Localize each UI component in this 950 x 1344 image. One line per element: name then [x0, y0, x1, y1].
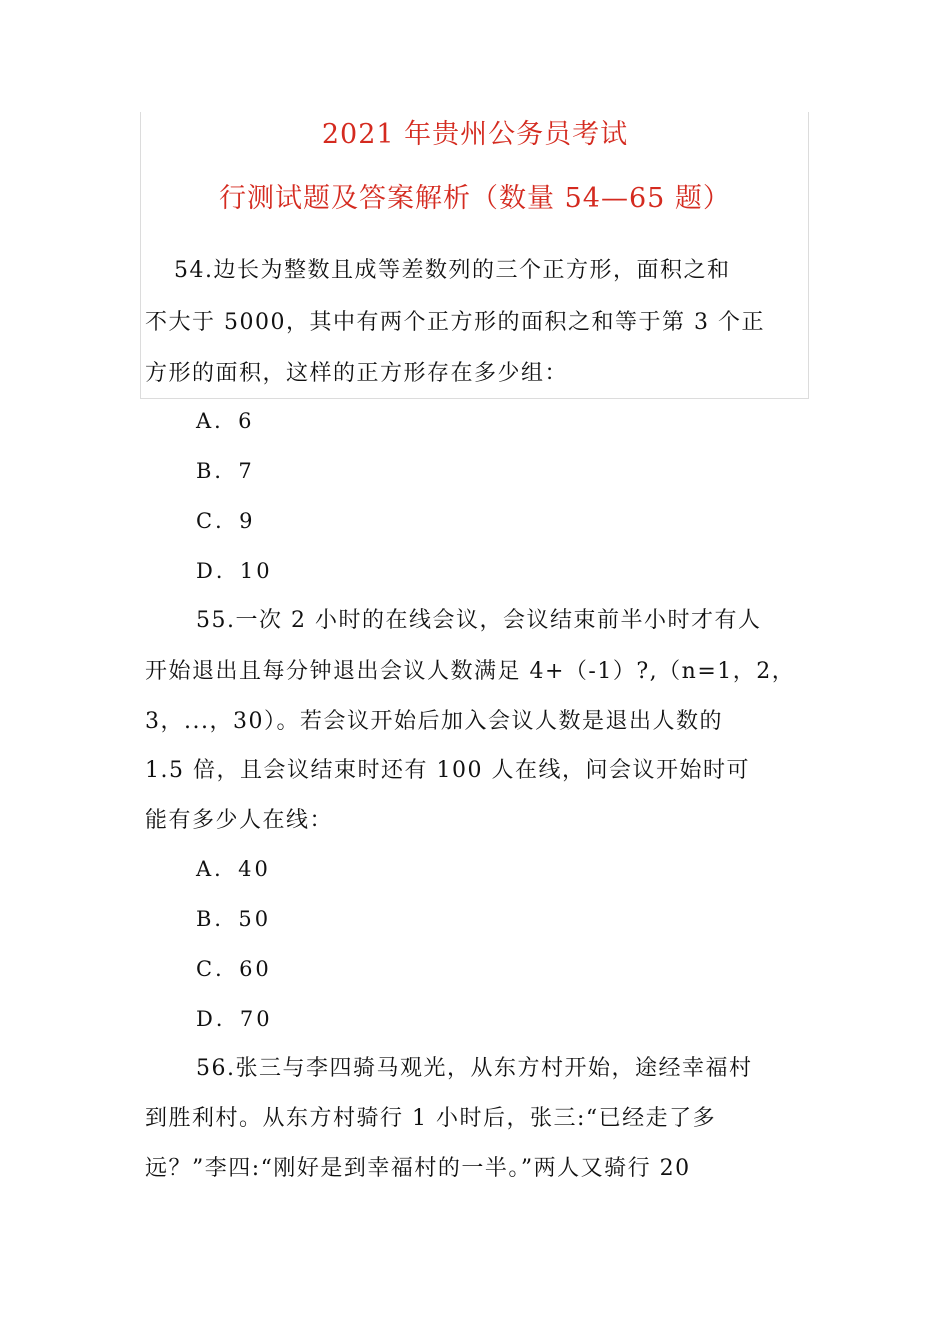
question-55-line-4: 1.5 倍，且会议结束时还有 100 人在线，问会议开始时可 — [145, 758, 750, 783]
question-54-line-3: 方形的面积，这样的正方形存在多少组： — [145, 361, 569, 386]
question-55-option-b: B．50 — [196, 907, 272, 931]
question-55-option-c: C．60 — [196, 957, 272, 981]
box-border-right — [808, 112, 809, 399]
page-title: 2021 年贵州公务员考试 — [321, 119, 629, 150]
question-54-line-1: 54.边长为整数且成等差数列的三个正方形，面积之和 — [174, 258, 731, 283]
question-55-line-1: 55.一次 2 小时的在线会议，会议结束前半小时才有人 — [196, 608, 762, 633]
question-54-option-a: A．6 — [196, 409, 255, 433]
question-55-option-d: D．70 — [196, 1007, 273, 1031]
question-55-option-a: A．40 — [196, 857, 271, 881]
page-subtitle: 行测试题及答案解析（数量 54—65 题） — [219, 183, 731, 214]
question-55-line-5: 能有多少人在线： — [145, 808, 334, 833]
question-55-line-2: 开始退出且每分钟退出会议人数满足 4+（-1）?,（n=1，2， — [145, 659, 796, 684]
question-54-line-2: 不大于 5000，其中有两个正方形的面积之和等于第 3 个正 — [145, 310, 765, 335]
box-border-left — [140, 112, 141, 399]
question-56-line-1: 56.张三与李四骑马观光，从东方村开始，途经幸福村 — [196, 1056, 753, 1081]
question-56-line-2: 到胜利村。从东方村骑行 1 小时后，张三:“已经走了多 — [145, 1106, 717, 1131]
question-54-option-d: D．10 — [196, 559, 273, 583]
question-54-option-c: C．9 — [196, 509, 256, 533]
question-54-option-b: B．7 — [196, 459, 255, 483]
question-55-line-3: 3，...，30）。若会议开始后加入会议人数是退出人数的 — [145, 709, 723, 734]
question-56-line-3: 远？”李四:“刚好是到幸福村的一半。”两人又骑行 20 — [145, 1156, 691, 1181]
box-border-bottom — [140, 398, 809, 399]
